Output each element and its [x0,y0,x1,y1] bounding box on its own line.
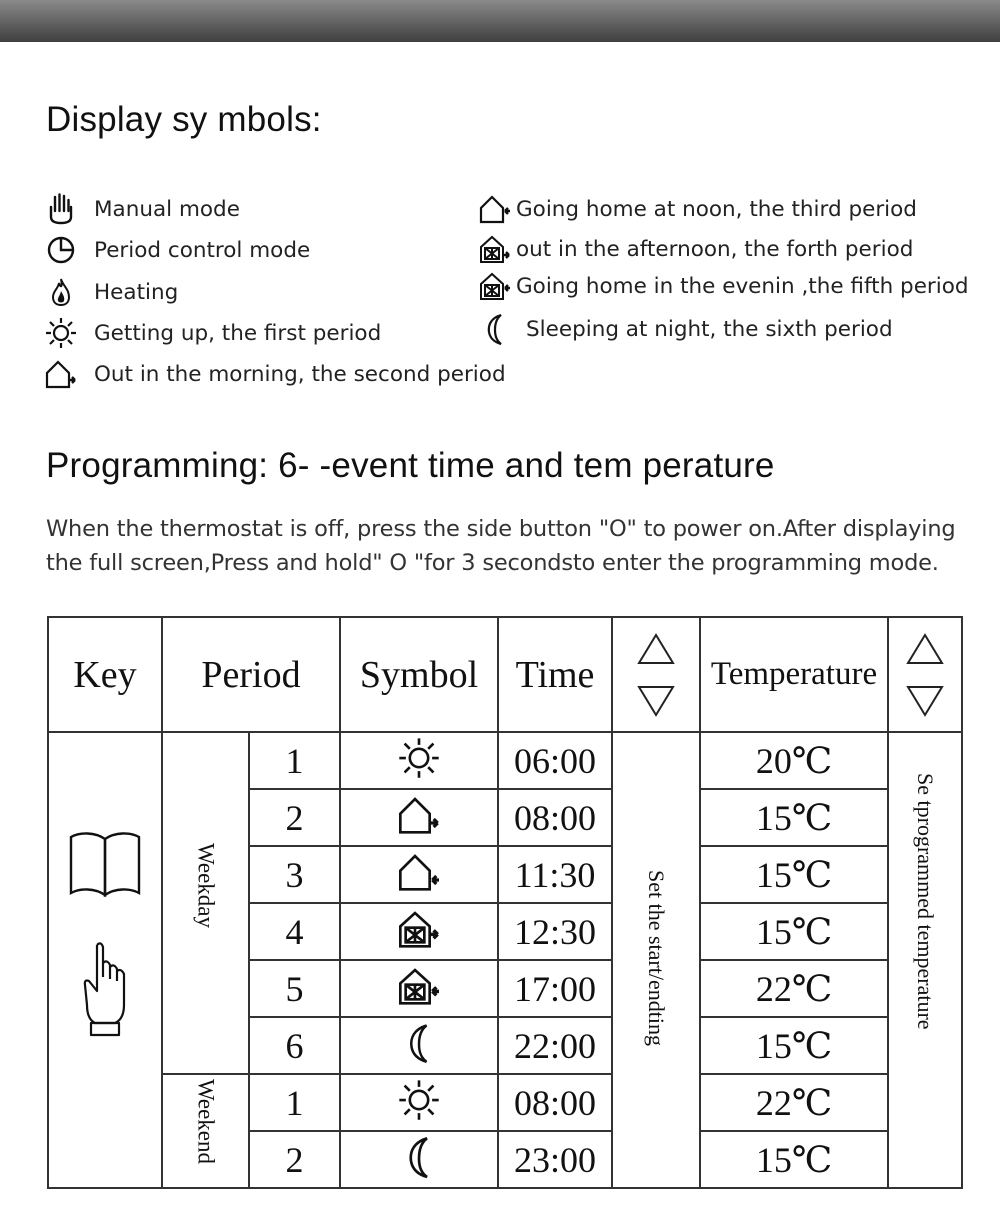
legend-out-morning [44,356,506,392]
legend-manual-mode [44,191,240,227]
temperature-value: 15℃ [700,903,888,960]
time-value: 17:00 [498,960,612,1017]
table-row [48,1074,962,1131]
period-number: 3 [249,846,340,903]
legend-getting-up [44,315,381,351]
clock-icon [44,234,78,266]
header-key: Key [48,617,162,732]
temperature-value: 22℃ [700,1074,888,1131]
legend-label: out in the afternoon, the forth period [516,236,914,262]
top-banner [0,0,1000,42]
house-in-icon [396,852,442,892]
house-window-out-icon [478,233,512,265]
triangle-up-icon [905,632,945,666]
period-number: 1 [249,732,340,789]
house-in-icon [478,193,512,225]
legend-label: Sleeping at night, the sixth period [526,316,893,342]
time-value: 11:30 [498,846,612,903]
period-number: 5 [249,960,340,1017]
triangle-up-icon [636,632,676,666]
key-icons-cell [48,732,162,1074]
book-icon [68,829,142,899]
triangle-down-icon [636,684,676,718]
header-period: Period [162,617,340,732]
flame-icon [44,276,78,308]
time-note: Set the start/endting [644,869,669,1046]
house-out-icon [44,358,78,390]
symbol-cell [340,960,498,1017]
house-window-in-icon [478,270,512,302]
temp-note-cell [888,732,962,1188]
temp-adjust-arrows [888,617,962,732]
time-adjust-arrows [612,617,700,732]
legend-label: Heating [94,279,179,305]
sun-icon [398,1079,440,1121]
header-symbol: Symbol [340,617,498,732]
temperature-value: 20℃ [700,732,888,789]
house-out-icon [396,795,442,835]
time-value: 12:30 [498,903,612,960]
programming-heading: Programming: 6- -event time and tem perature [46,446,775,485]
legend-label: Going home in the evenin ,the fifth period [516,273,969,299]
time-value: 08:00 [498,789,612,846]
temperature-value: 22℃ [700,960,888,1017]
house-window-out-icon [396,909,442,949]
weekday-group [162,732,249,1074]
symbol-cell [340,903,498,960]
weekend-group [162,1074,249,1188]
weekend-label: Weekend [193,1079,219,1164]
intro-text [46,512,976,580]
time-value: 06:00 [498,732,612,789]
legend-label: Manual mode [94,196,240,222]
moon-icon [478,313,512,345]
header-time: Time [498,617,612,732]
temperature-value: 15℃ [700,846,888,903]
intro-line-2: the full screen,Press and hold" O "for 3 secondsto enter the programming mode. [46,550,939,576]
legend-label: Period control mode [94,237,311,263]
symbol-cell [340,1017,498,1074]
weekday-label: Weekday [193,843,219,928]
table-row [48,732,962,789]
period-number: 2 [249,1131,340,1188]
time-value: 23:00 [498,1131,612,1188]
symbol-cell [340,1131,498,1188]
time-note-cell [612,732,700,1188]
triangle-down-icon [905,684,945,718]
legend-label: Out in the morning, the second period [94,361,506,387]
legend-heating [44,274,178,310]
legend-label: Getting up, the first period [94,320,382,346]
period-number: 1 [249,1074,340,1131]
symbol-cell [340,1074,498,1131]
temp-note: Se tprogrammed temperature [913,773,938,1030]
temperature-value: 15℃ [700,1017,888,1074]
key-blank-cell [48,1074,162,1188]
header-temperature: Temperature [700,617,888,732]
legend-home-evening [478,268,969,304]
sun-icon [44,317,78,349]
legend-home-noon [478,191,917,227]
time-value: 08:00 [498,1074,612,1131]
legend-period-control [44,232,310,268]
period-number: 4 [249,903,340,960]
hand-icon [75,939,135,1039]
sun-icon [398,737,440,779]
period-number: 2 [249,789,340,846]
legend-sleeping [478,311,893,347]
display-symbols-heading: Display sy mbols: [46,100,322,139]
moon-icon [404,1023,434,1063]
time-value: 22:00 [498,1017,612,1074]
legend-out-afternoon [478,231,913,267]
hand-icon [44,193,78,225]
symbol-cell [340,846,498,903]
symbol-cell [340,732,498,789]
moon-icon [403,1135,435,1179]
temperature-value: 15℃ [700,1131,888,1188]
house-window-in-icon [396,966,442,1006]
symbol-cell [340,789,498,846]
legend-label: Going home at noon, the third period [516,196,917,222]
intro-line-1: When the thermostat is off, press the side button "O" to power on.After displaying [46,516,956,542]
programming-table [47,616,963,1189]
period-number: 6 [249,1017,340,1074]
temperature-value: 15℃ [700,789,888,846]
